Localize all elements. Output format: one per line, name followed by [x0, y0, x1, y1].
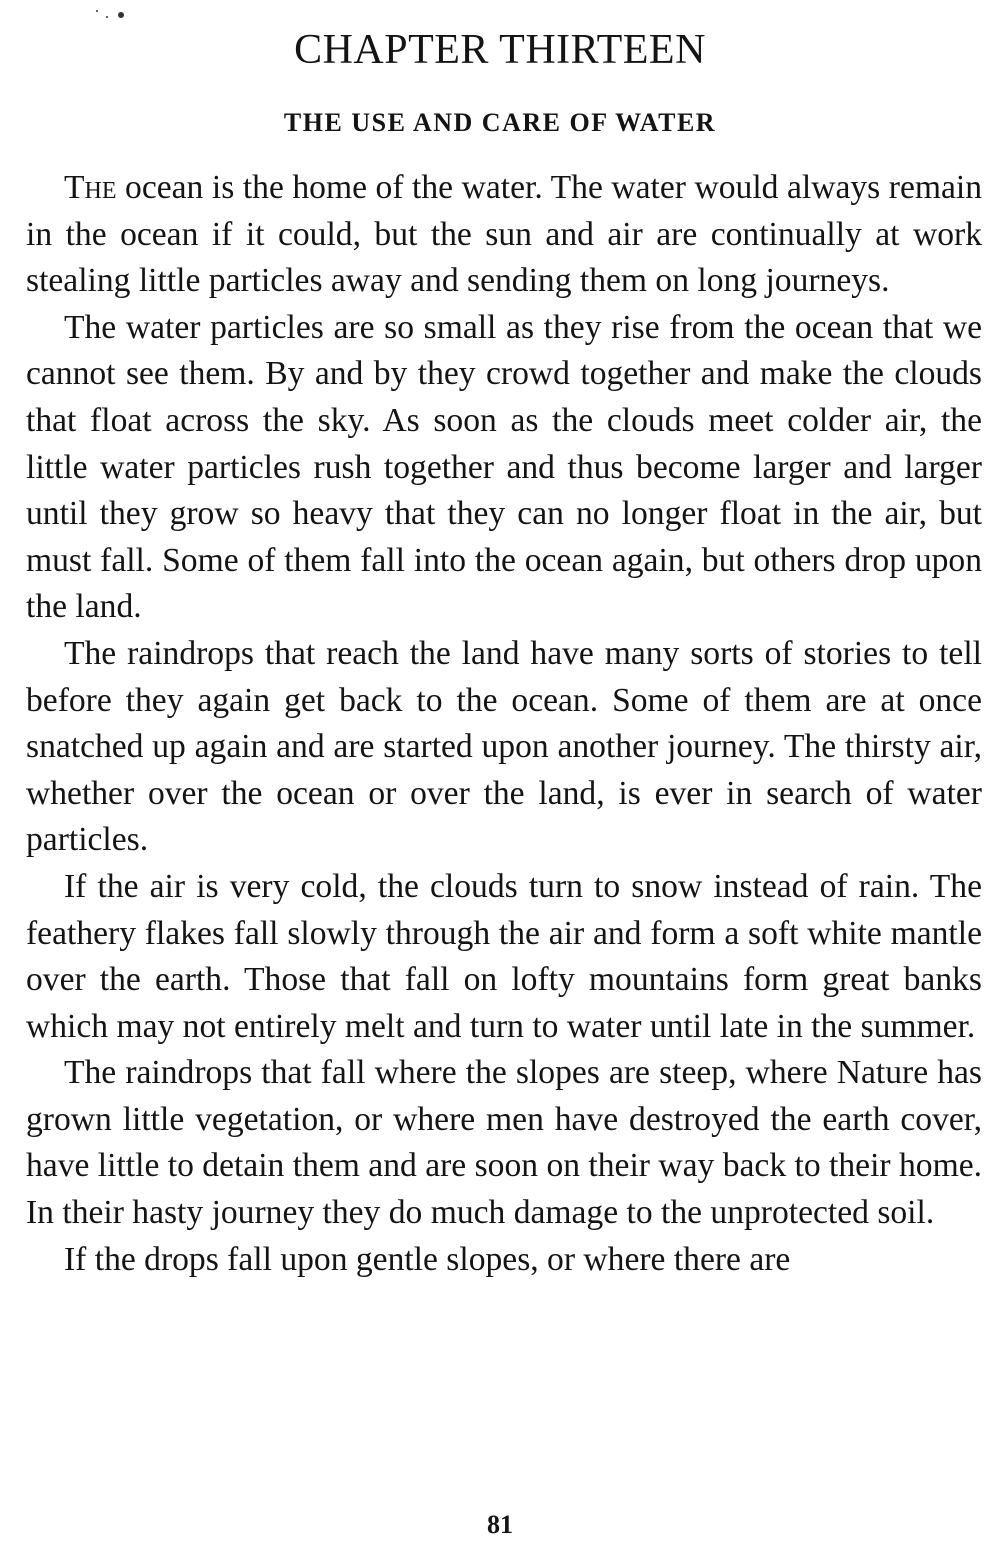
- body-text: [26, 165, 982, 1283]
- print-speck: [106, 16, 108, 18]
- chapter-title: CHAPTER THIRTEEN: [294, 27, 706, 73]
- print-speck: [96, 10, 98, 12]
- section-title: THE USE AND CARE OF WATER: [283, 108, 717, 137]
- paragraph-4: If the air is very cold, the clouds turn to snow instead of rain. The feathery flakes fall slowly through the air and form a soft white mantle over the earth. Those that fall on lofty mountains form great banks which may not entirely melt and turn to water until late in the summer.: [26, 867, 982, 1045]
- paragraph-1: [26, 165, 982, 305]
- paragraph-lead-word: The: [64, 169, 117, 206]
- paragraph-5: The raindrops that fall where the slopes are steep, where Nature has grown little vegetation, or where men have destroyed the earth cover, have little to detain them and are soon on their way back to their home. In their hasty journey they do much damage to the unprotected soil.: [26, 1054, 982, 1232]
- paragraph-2: The water particles are so small as they rise from the ocean that we cannot see them. By and by they crowd together and make the clouds that float across the sky. As soon as the clouds meet colder air, the little water particles rush together and thus become larger and larger until they grow so heavy that they can no longer float in the air, but must fall. Some of them fall into the ocean again, but others drop upon the land.: [26, 308, 982, 626]
- paragraph-text: ocean is the home of the water. The water would always remain in the ocean if it could, but the sun and air are continually at work stealing little particles away and sending them on long journeys.: [26, 169, 982, 300]
- print-speck: [118, 12, 124, 18]
- paragraph-3: The raindrops that reach the land have many sorts of stories to tell before they again get back to the ocean. Some of them are at once snatched up again and are started upon another journey. The thirsty air, whether over the ocean or over the land, is ever in search of water particles.: [26, 634, 982, 859]
- paragraph-6: If the drops fall upon gentle slopes, or where there are: [64, 1240, 791, 1278]
- page-number: 81: [487, 1510, 513, 1539]
